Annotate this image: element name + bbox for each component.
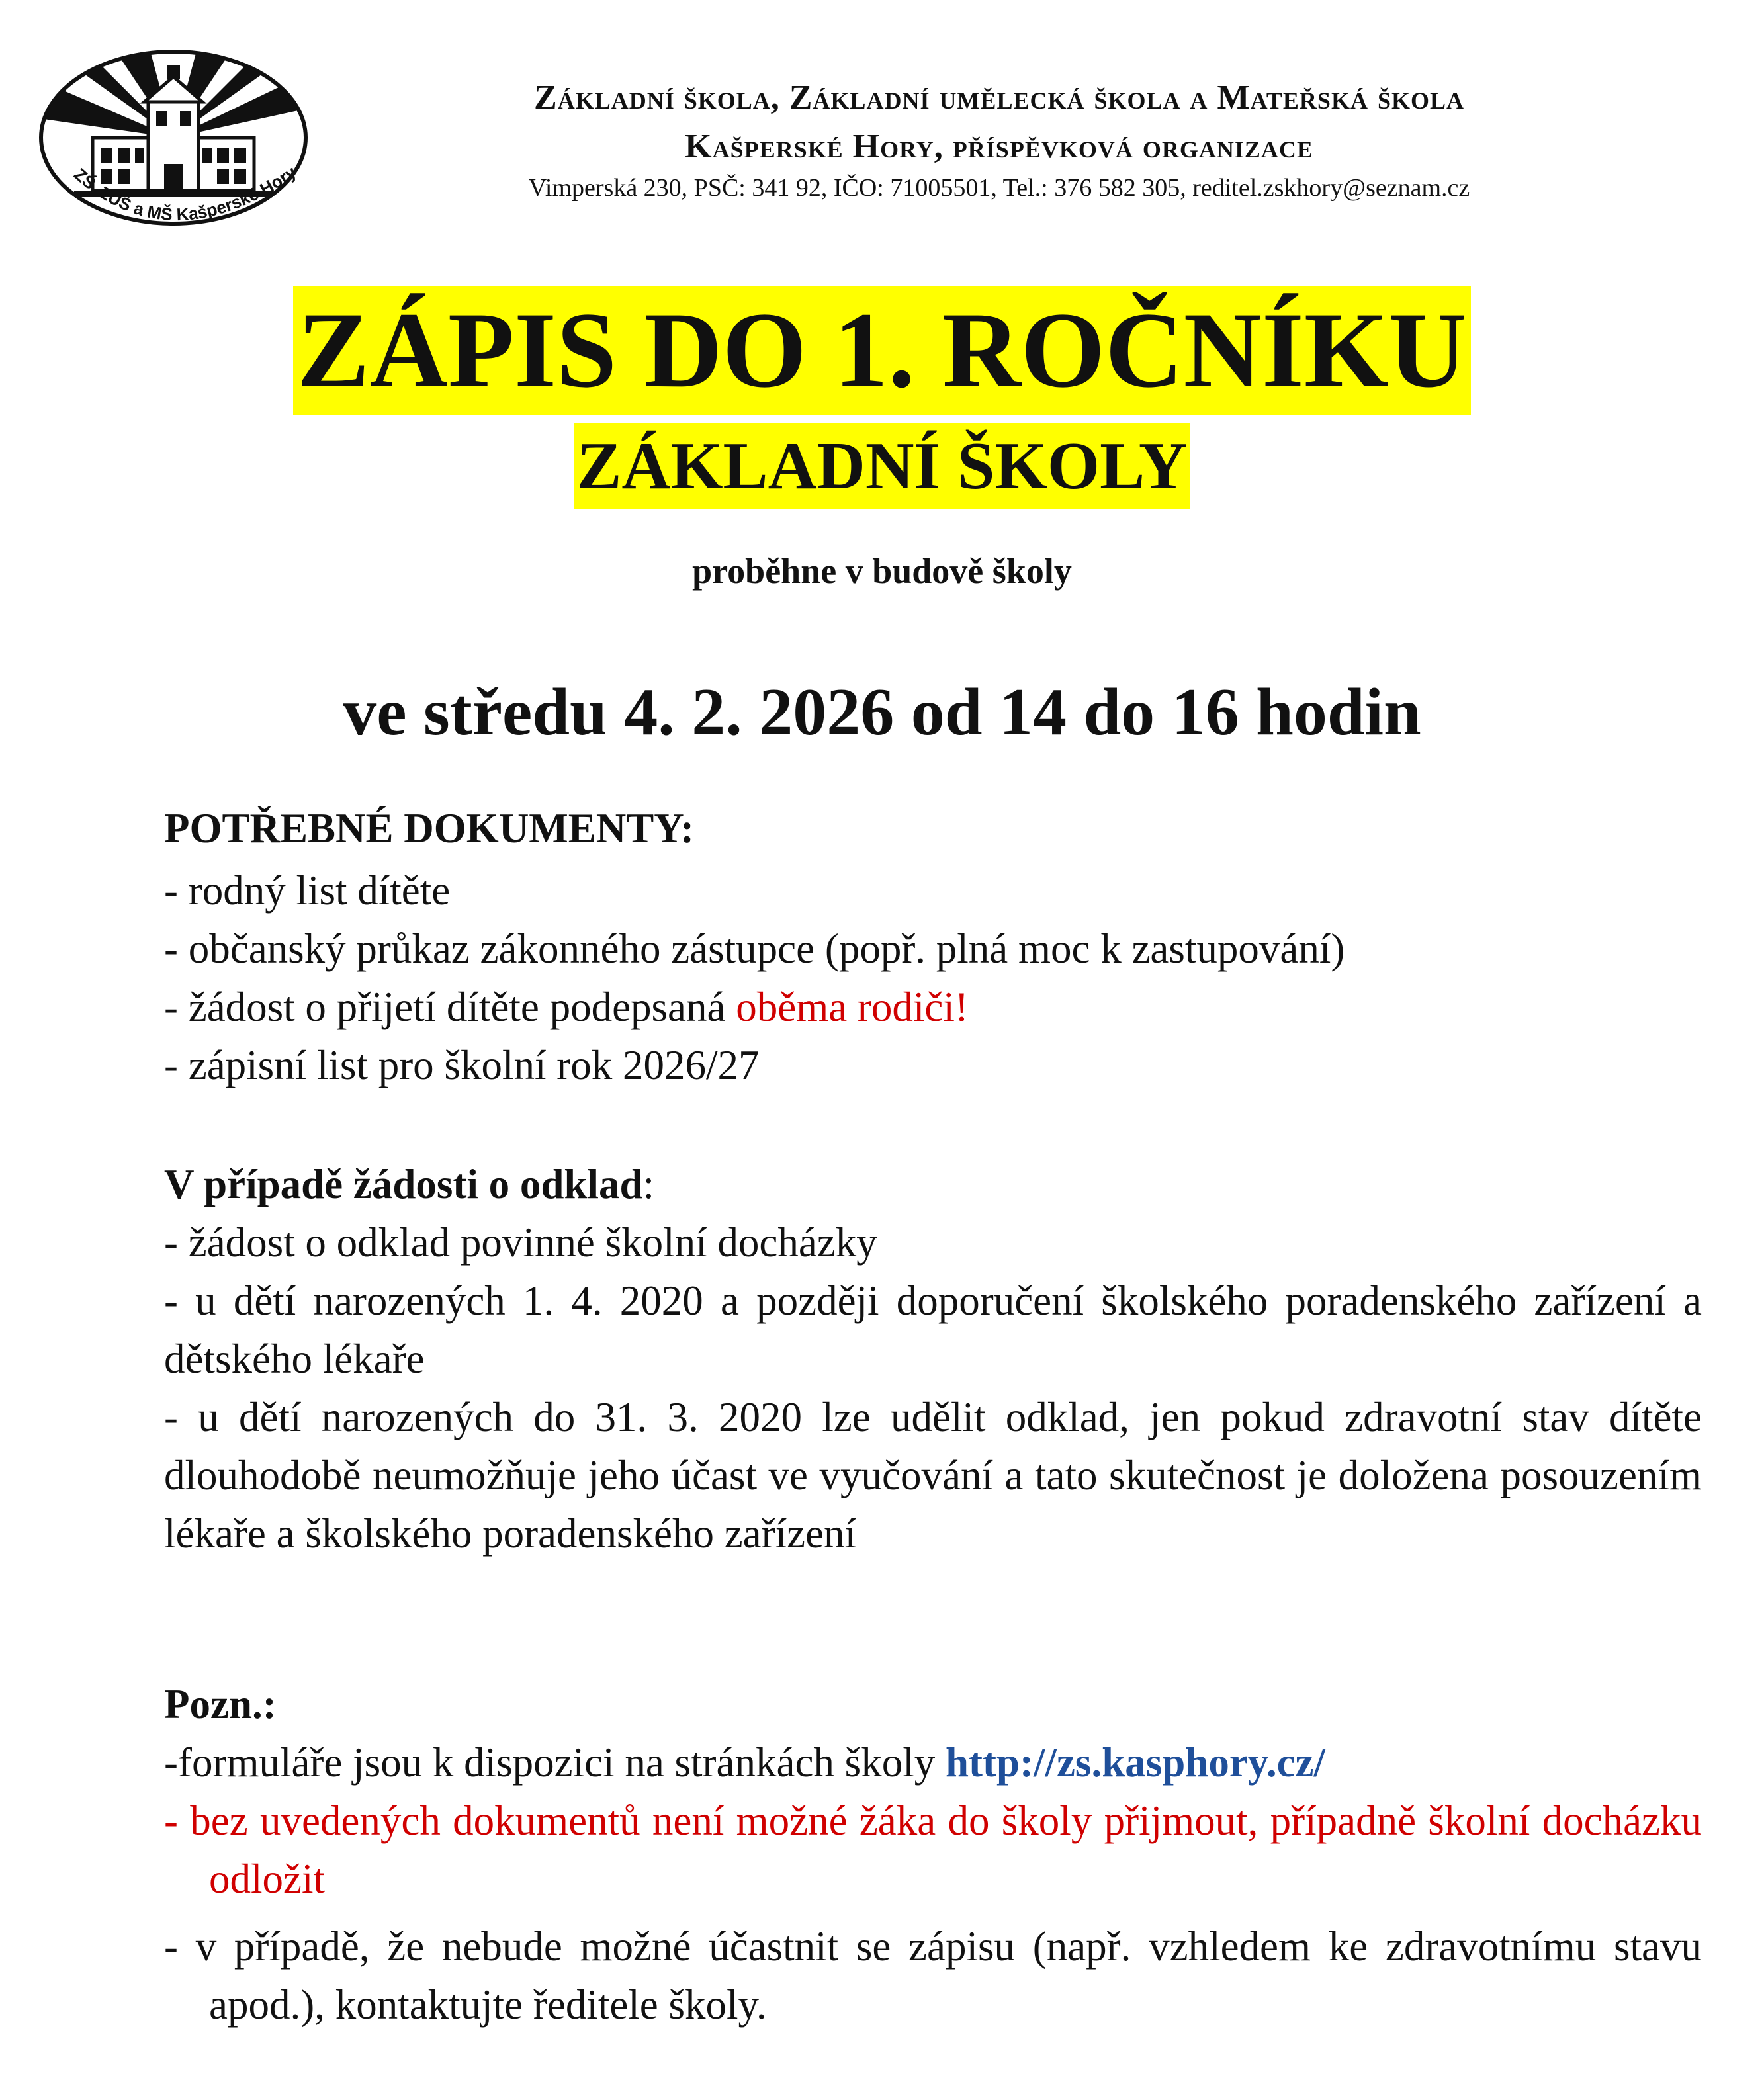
main-subtitle-text: ZÁKLADNÍ ŠKOLY xyxy=(574,423,1190,509)
documents-section xyxy=(164,799,1702,1094)
location-note: proběhne v budově školy xyxy=(692,551,1072,591)
deferral-item: - u dětí narozených 1. 4. 2020 a později doporučení školského poradenského zařízení a dětského lékaře xyxy=(164,1278,1702,1382)
deferral-section xyxy=(164,1155,1702,1563)
documents-item xyxy=(164,978,1702,1036)
notes-item-warning: - bez uvedených dokumentů není možné žáka do školy přijmout, případně školní docházku odložit xyxy=(164,1798,1702,1902)
deferral-heading-colon: : xyxy=(642,1161,655,1207)
notes-section xyxy=(164,1675,1702,2034)
documents-heading: POTŘEBNÉ DOKUMENTY: xyxy=(164,805,695,851)
main-subtitle xyxy=(0,423,1764,509)
documents-item: - zápisní list pro školní rok 2026/27 xyxy=(164,1042,760,1088)
school-website-link[interactable]: http://zs.kasphory.cz/ xyxy=(945,1739,1325,1786)
notes-heading: Pozn.: xyxy=(164,1681,277,1727)
main-title xyxy=(0,286,1764,415)
notes-item xyxy=(164,1733,1702,1792)
notes-item-text: -formuláře jsou k dispozici na stránkách školy xyxy=(164,1739,946,1786)
deferral-item: - u dětí narozených do 31. 3. 2020 lze udělit odklad, jen pokud zdravotní stav dítěte dlouhodobě neumožňuje jeho účast ve vyučování a tato skutečnost je doložena posouzením lékaře a školského poradenského zařízení xyxy=(164,1394,1702,1557)
documents-item: - občanský průkaz zákonného zástupce (popř. plná moc k zastupování) xyxy=(164,926,1345,972)
deferral-heading-text: V případě žádosti o odklad xyxy=(164,1161,643,1207)
logo-caption: ZŠ, ZUŠ a MŠ Kašperské Hory xyxy=(70,161,300,225)
school-name-line1: Základní škola, Základní umělecká škola a Mateřská škola xyxy=(534,79,1464,116)
school-name-line2: Kašperské Hory, příspěvková organizace xyxy=(685,128,1313,165)
notes-item: - v případě, že nebude možné účastnit se zápisu (např. vzhledem ke zdravotnímu stavu apod.), kontaktujte ředitele školy. xyxy=(164,1923,1702,2028)
date-time: ve středu 4. 2. 2026 od 14 do 16 hodin xyxy=(343,675,1421,750)
main-title-text: ZÁPIS DO 1. ROČNÍKU xyxy=(293,286,1471,415)
deferral-heading xyxy=(164,1155,1702,1213)
documents-item: - rodný list dítěte xyxy=(164,867,451,914)
documents-item-text: - žádost o přijetí dítěte podepsaná xyxy=(164,984,736,1030)
deferral-item: - žádost o odklad povinné školní docházky xyxy=(164,1219,877,1266)
school-contact-line: Vimperská 230, PSČ: 341 92, IČO: 71005501, Tel.: 376 582 305, reditel.zskhory@seznam.cz xyxy=(528,174,1470,202)
emphasis-red-text: oběma rodiči! xyxy=(736,984,969,1030)
